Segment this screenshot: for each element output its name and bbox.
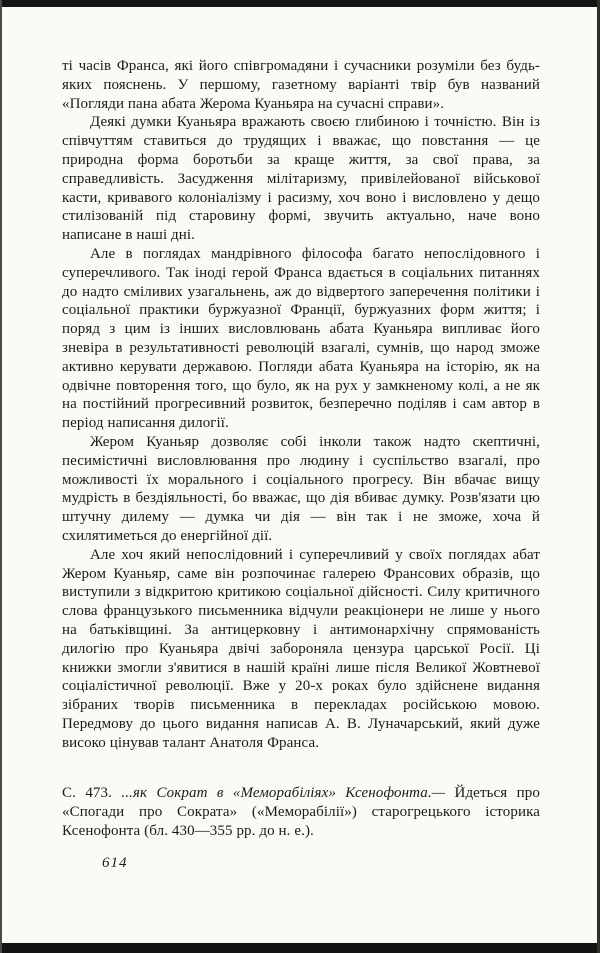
- footnote-ref: С. 473.: [62, 785, 112, 802]
- scan-edge-bottom: [0, 943, 600, 953]
- scan-edge-left: [0, 0, 2, 953]
- footnote-quote: ...як Сократ в «Меморабіліях» Ксенофонта.—: [121, 785, 446, 802]
- paragraph: Деякі думки Куаньяра вражають своєю глибиною і точністю. Він із співчуттям ставиться до трудящих і вважає, що повстання — це природна форма боротьби за краще життя, за свої права, за справедливість. Засудження мілітаризму, привілейованої військової касти, кривавого колоніалізму і расизму, хоч воно і висловлено у дещо стилізованій під старовину формі, звучить актуально, наче воно написане в наші дні.: [62, 114, 540, 244]
- page-text-block: [62, 57, 540, 873]
- page-number: 614: [102, 854, 128, 871]
- paragraph: Але хоч який непослідовний і суперечливий у своїх поглядах абат Жером Куаньяр, саме він розпочинає галерею Франсових образів, що виступили з відкритою критикою соціальної дійсності. Силу критичного слова французького письменника відчули реакціонери не лише у нього на батьківщині. За антицерковну і антимонархічну спрямованість дилогію про Куаньяра двічі забороняла цензура царської Росії. Ці книжки змогли з'явитися в нашій країні лише після Великої Жовтневої соціалістичної революції. Вже у 20-х роках було здійснене видання зібраних творів письменника в перекладах російською мовою. Передмову до цього видання написав А. В. Луначарський, який дуже високо цінував талант Анатоля Франса.: [62, 546, 540, 751]
- paragraph-continuation: ті часів Франса, які його співгромадяни і сучасники розуміли без будь-яких пояснень. У першому, газетному варіанті твір був названий «Погляди пана абата Жерома Куаньяра на сучасні справи».: [62, 58, 540, 112]
- paragraph: Але в поглядах мандрівного філософа багато непослідовного і суперечливого. Так іноді герой Франса вдається в соціальних питаннях до надто сміливих узагальнень, аж до відвертого заперечення політики і соціальної практики буржуазної Франції, буржуазних форм життя; і поряд з цим із інших висловлювань абата Куаньяра випливає його зневіра в результативності революцій взагалі, сумнів, що народ зможе активно керувати державою. Погляди абата Куаньяра на історію, як на одвічне повторення того, що було, як на рух у замкненому колі, а не як на постійний прогресивний розвиток, безперечно поділяв і сам автор в період написання дилогії.: [62, 245, 540, 432]
- paragraph: Жером Куаньяр дозволяє собі інколи також надто скептичні, песимістичні висловлювання про людину і суспільство взагалі, про можливості їх морального і соціального прогресу. Він вбачає вищу мудрість в бездіяльності, бо вважає, що дія вбиває думку. Розв'язати цю штучну дилему — думка чи дія — він так і не зможе, хоча й схилятиметься до енергійної дії.: [62, 433, 540, 544]
- footnote: [62, 784, 540, 840]
- footnote-text: Йдеться про «Спогади про Сократа» («Меморабілії») старогрецького історика Ксенофонта (бл. 430—355 рр. до н. е.).: [62, 785, 540, 840]
- scan-edge-top: [0, 0, 600, 7]
